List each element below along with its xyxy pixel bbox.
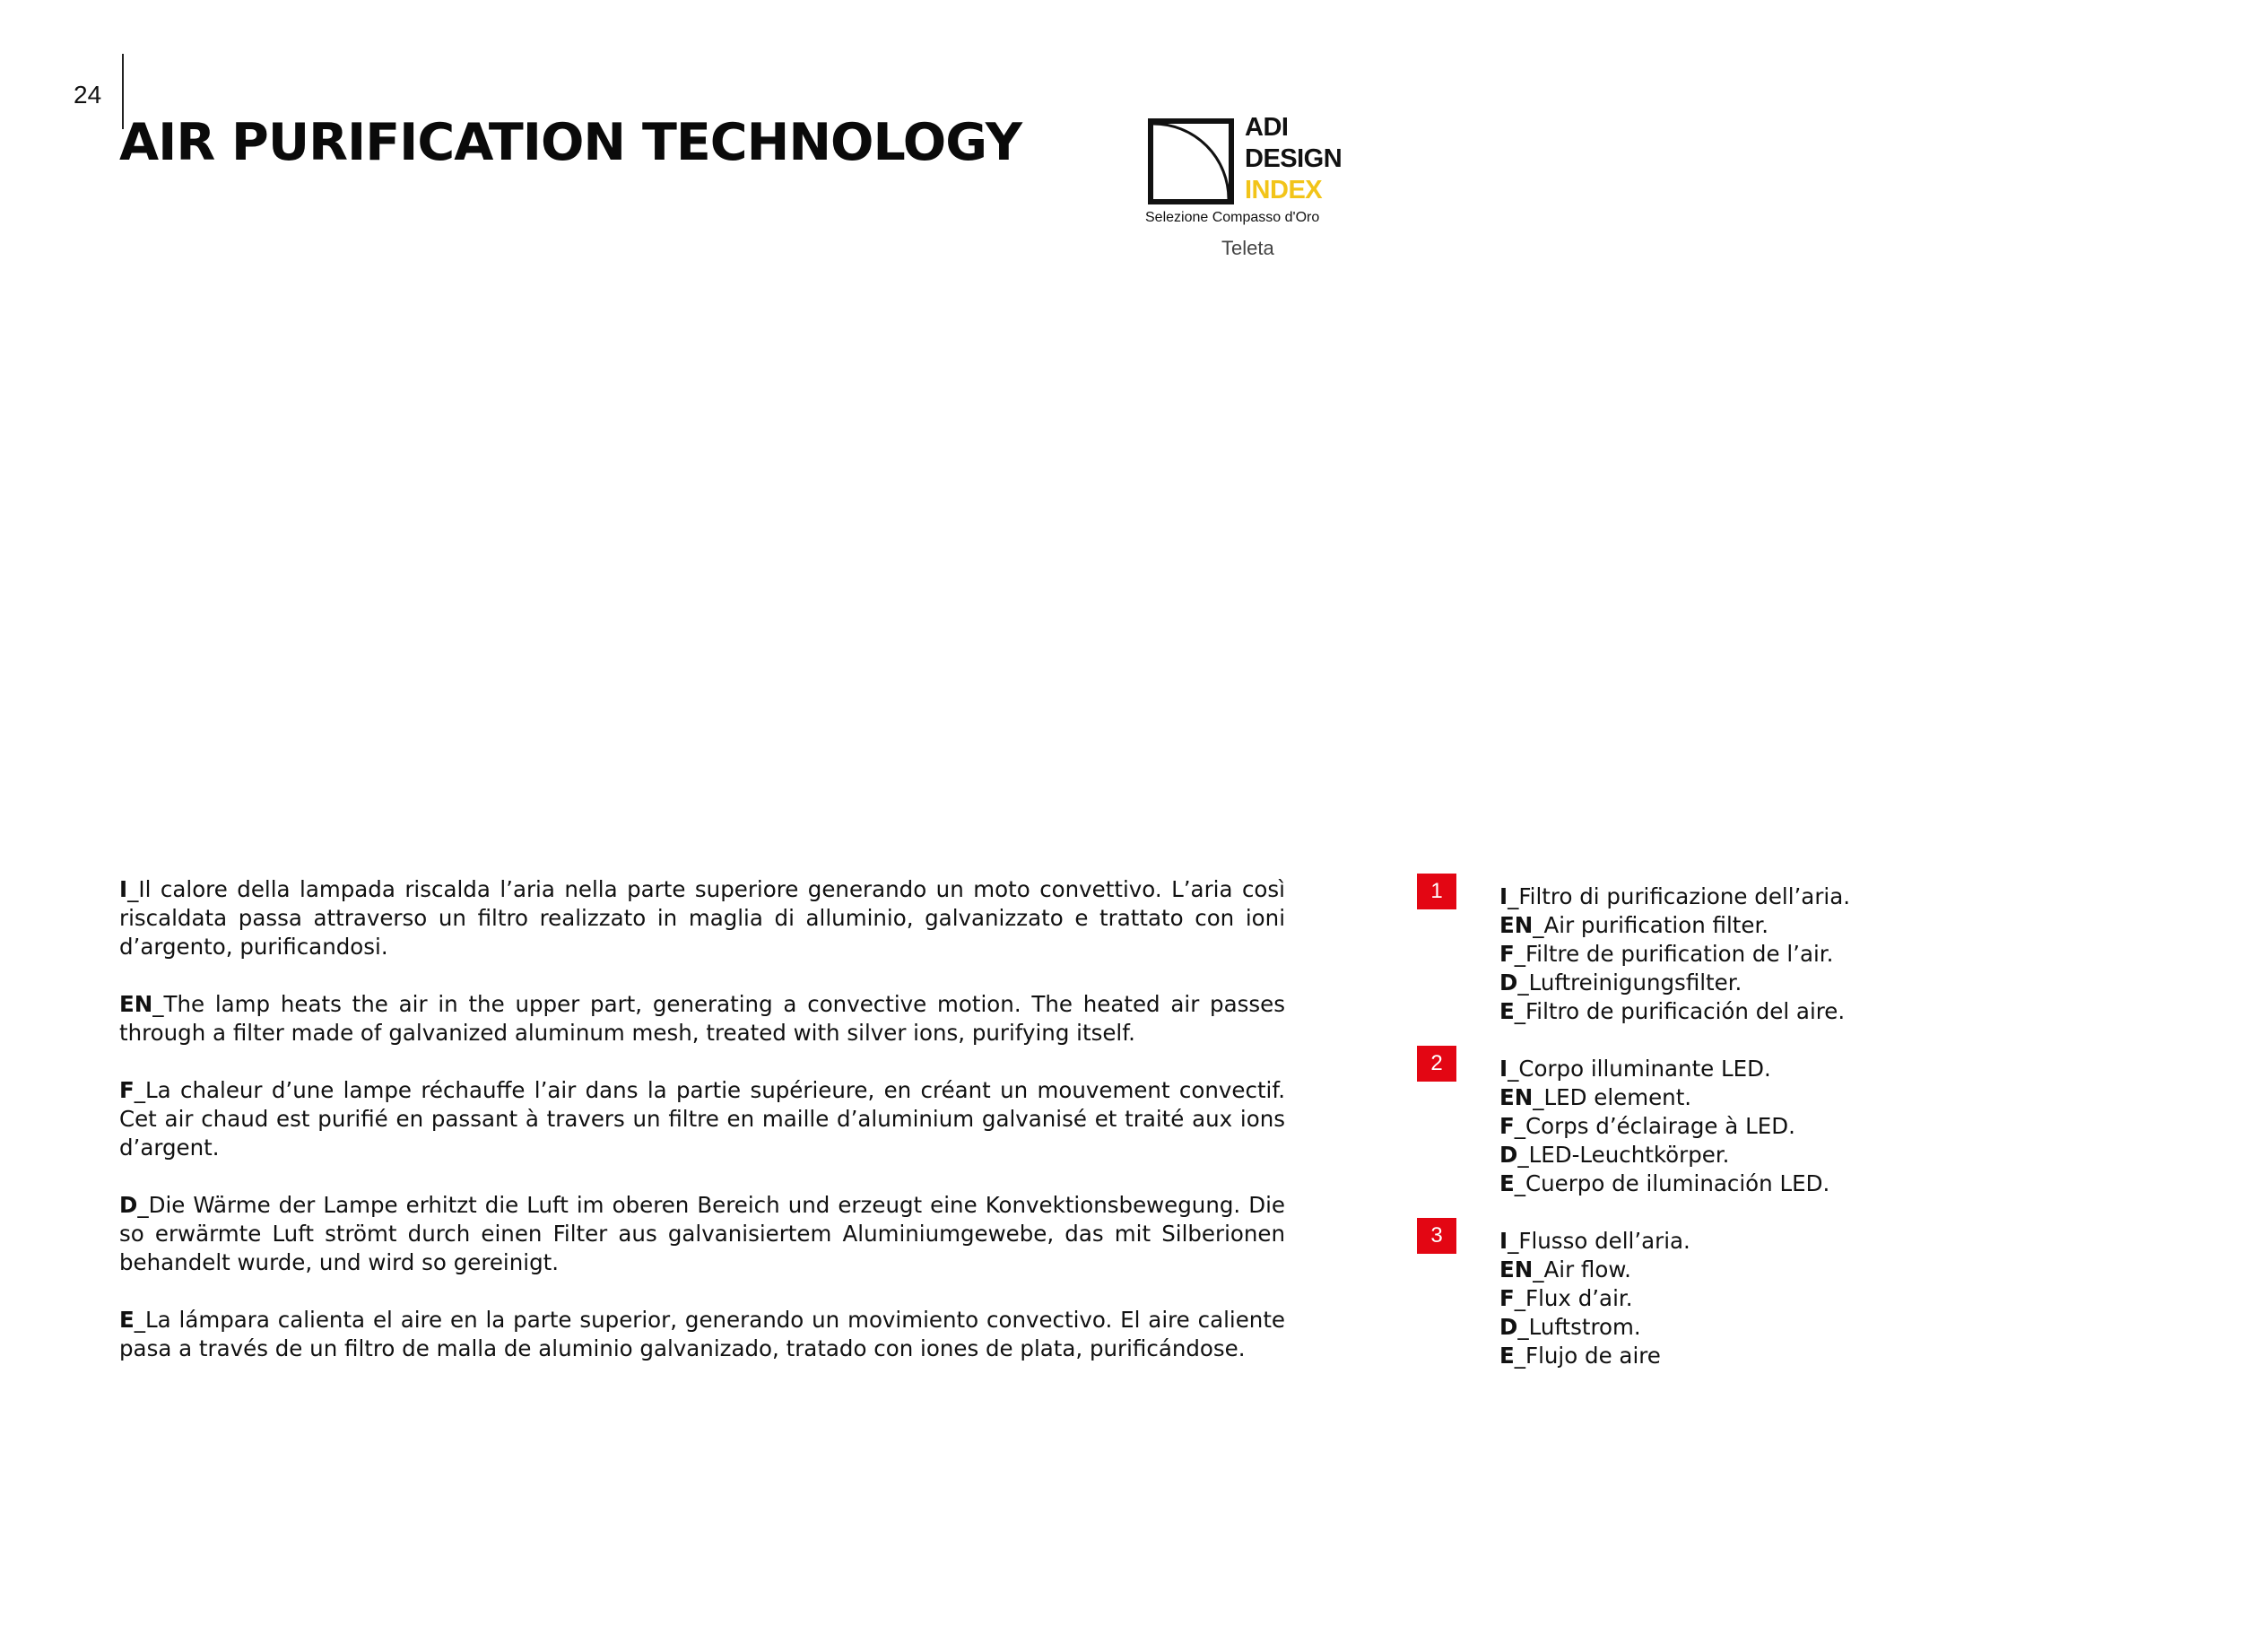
language-prefix: E — [1499, 1343, 1515, 1369]
legend-line — [1499, 1055, 1829, 1083]
legend-text: _Corps d’éclairage à LED. — [1514, 1113, 1795, 1139]
legend-text: _Cuerpo de iluminación LED. — [1514, 1170, 1830, 1196]
legend-text: _Corpo illuminante LED. — [1508, 1056, 1771, 1082]
description-text: _Il calore della lampada riscalda l’aria nella parte superiore generando un moto convettivo. L’aria così riscaldata passa attraverso un filtro realizzato in maglia di alluminio, galvanizzato e trattato con ioni d’argento, purificandosi. — [119, 876, 1285, 960]
legend-line — [1499, 1169, 1829, 1198]
legend-number-badge: 3 — [1417, 1218, 1456, 1254]
legend-text: _Air purification filter. — [1533, 912, 1769, 938]
language-prefix: EN — [1499, 1256, 1534, 1282]
description-paragraph-es — [119, 1306, 1285, 1363]
legend-line — [1499, 1083, 1829, 1112]
adi-logo-word-3: INDEX — [1245, 176, 1323, 204]
legend-line — [1499, 1227, 1690, 1256]
legend-line — [1499, 1256, 1690, 1284]
adi-logo-word-1: ADI — [1245, 113, 1289, 142]
legend-text: _Filtre de purification de l’air. — [1514, 941, 1834, 967]
description-block — [119, 875, 1285, 1392]
legend-number-badge: 2 — [1417, 1046, 1456, 1082]
legend-text: _Luftstrom. — [1517, 1314, 1641, 1340]
award-product-name: Teleta — [1221, 237, 1274, 259]
legend-item — [1417, 1220, 2206, 1392]
legend-line — [1499, 997, 1850, 1026]
legend-line — [1499, 1342, 1690, 1370]
language-prefix: EN — [1499, 1084, 1534, 1110]
adi-logo-subtitle: Selezione Compasso d'Oro — [1145, 210, 1320, 225]
legend-lines — [1499, 1227, 1690, 1370]
description-paragraph-fr — [119, 1076, 1285, 1162]
language-prefix: E — [1499, 998, 1515, 1024]
legend-line — [1499, 911, 1850, 940]
language-prefix: EN — [119, 991, 153, 1017]
legend-item — [1417, 875, 2206, 1048]
legend-line — [1499, 883, 1850, 911]
language-prefix: I — [1499, 1228, 1508, 1254]
legend-text: _Filtro de purificación del aire. — [1514, 998, 1846, 1024]
parts-legend — [1417, 875, 2206, 1392]
language-prefix: I — [1499, 883, 1508, 909]
language-prefix: E — [1499, 1170, 1515, 1196]
language-prefix: I — [119, 876, 128, 902]
legend-text: _Flusso dell’aria. — [1508, 1228, 1690, 1254]
legend-text: _Flux d’air. — [1514, 1285, 1633, 1311]
legend-number-badge: 1 — [1417, 874, 1456, 909]
description-text: _Die Wärme der Lampe erhitzt die Luft im oberen Bereich und erzeugt eine Konvektionsbewegung. Die so erwärmte Luft strömt durch einen Filter aus galvanisiertem Aluminiumgewebe, das mit Silberionen behandelt wurde, und wird so gereinigt. — [119, 1192, 1285, 1275]
legend-line — [1499, 940, 1850, 969]
adi-logo-word-2: DESIGN — [1245, 144, 1343, 173]
description-paragraph-de — [119, 1191, 1285, 1277]
language-prefix: D — [1499, 1314, 1518, 1340]
adi-mark-icon — [1148, 118, 1234, 204]
language-prefix: D — [1499, 1142, 1518, 1168]
language-prefix: F — [119, 1077, 135, 1103]
description-text: _La chaleur d’une lampe réchauffe l’air dans la partie supérieure, en créant un mouvement convectif. Cet air chaud est purifié en passant à travers un filtre en maille d’aluminium galvanisé et traité aux ions d’argent. — [119, 1077, 1285, 1161]
legend-item — [1417, 1048, 2206, 1220]
page-title: AIR PURIFICATION TECHNOLOGY — [119, 113, 1022, 172]
legend-line — [1499, 1284, 1690, 1313]
language-prefix: D — [1499, 969, 1518, 996]
description-text: _The lamp heats the air in the upper part, generating a convective motion. The heated air passes through a filter made of galvanized aluminum mesh, treated with silver ions, purifying itself. — [119, 991, 1285, 1046]
description-paragraph-it — [119, 875, 1285, 961]
legend-line — [1499, 969, 1850, 997]
language-prefix: EN — [1499, 912, 1534, 938]
language-prefix: F — [1499, 1113, 1515, 1139]
language-prefix: F — [1499, 941, 1515, 967]
legend-line — [1499, 1313, 1690, 1342]
language-prefix: E — [119, 1307, 135, 1333]
legend-text: _LED element. — [1533, 1084, 1692, 1110]
legend-lines — [1499, 1055, 1829, 1198]
language-prefix: D — [119, 1192, 138, 1218]
legend-line — [1499, 1141, 1829, 1169]
description-paragraph-en — [119, 990, 1285, 1048]
legend-line — [1499, 1112, 1829, 1141]
legend-text: _Filtro di purificazione dell’aria. — [1508, 883, 1851, 909]
page-number: 24 — [74, 81, 102, 109]
language-prefix: F — [1499, 1285, 1515, 1311]
legend-text: _Flujo de aire — [1514, 1343, 1661, 1369]
description-text: _La lámpara calienta el aire en la parte superior, generando un movimiento convectivo. El aire caliente pasa a través de un filtro de malla de aluminio galvanizado, tratado con iones de plata, purificándose. — [119, 1307, 1285, 1361]
language-prefix: I — [1499, 1056, 1508, 1082]
legend-text: _Air flow. — [1533, 1256, 1631, 1282]
legend-text: _Luftreinigungsfilter. — [1517, 969, 1742, 996]
legend-text: _LED-Leuchtkörper. — [1517, 1142, 1730, 1168]
legend-lines — [1499, 883, 1850, 1026]
